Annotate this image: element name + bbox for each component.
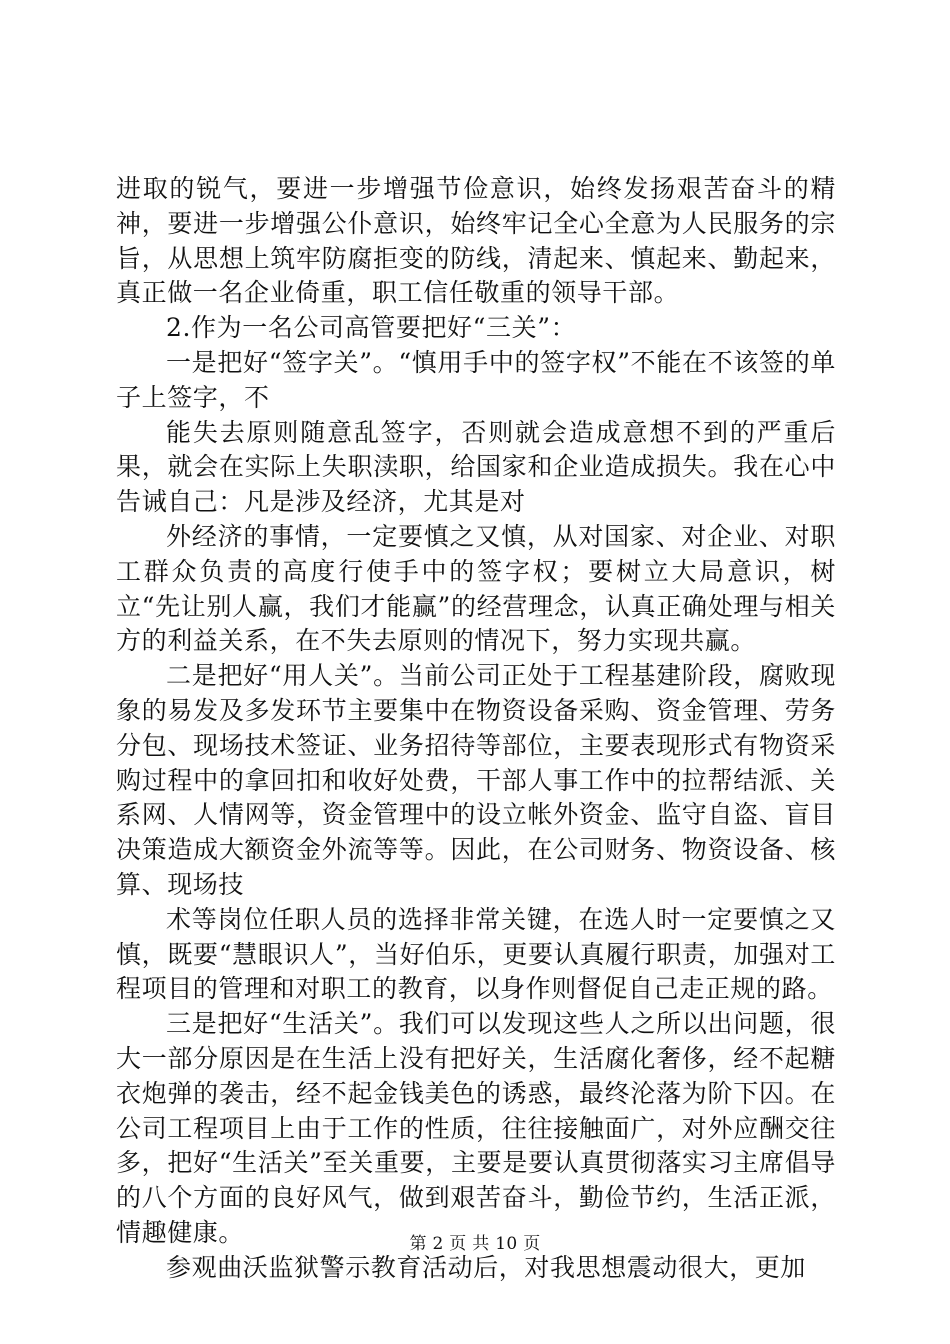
paragraph-9: 参观曲沃监狱警示教育活动后，对我思想震动很大，更加: [166, 1252, 807, 1282]
paragraph-5: 外经济的事情，一定要慎之又慎，从对国家、对企业、对职工群众负责的高度行使手中的签字权；要树立大局意识，树立“先让别人赢，我们才能赢”的经营理念，认真正确处理与相关方的利益关系，在不失去原则的情况下，努力实现共赢。: [116, 521, 836, 656]
paragraph-2: 2.作为一名公司高管要把好“三关”：: [166, 313, 577, 343]
paragraph-8: 三是把好“生活关”。我们可以发现这些人之所以出问题，很大一部分原因是在生活上没有把好关，生活腐化奢侈，经不起糖衣炮弹的袭击，经不起金钱美色的诱惑，最终沦落为阶下囚。在公司工程项目上由于工作的性质，往往接触面广，对外应酬交往多，把好“生活关”至关重要，主要是要认真贯彻落实习主席倡导的八个方面的良好风气，做到艰苦奋斗，勤俭节约，生活正派，情趣健康。: [116, 1009, 836, 1247]
paragraph-6: 二是把好“用人关”。当前公司正处于工程基建阶段，腐败现象的易发及多发环节主要集中在物资设备采购、资金管理、劳务分包、现场技术签证、业务招待等部位，主要表现形式有物资采购过程中的拿回扣和收好处费，干部人事工作中的拉帮结派、关系网、人情网等，资金管理中的设立帐外资金、监守自盗、盲目决策造成大额资金外流等等。因此，在公司财务、物资设备、核算、现场技: [116, 661, 836, 899]
paragraph-1: 进取的锐气，要进一步增强节俭意识，始终发扬艰苦奋斗的精神，要进一步增强公仆意识，始终牢记全心全意为人民服务的宗旨，从思想上筑牢防腐拒变的防线，清起来、慎起来、勤起来，真正做一名企业倚重，职工信任敬重的领导干部。: [116, 174, 836, 308]
page-number-footer: 第 2 页 共 10 页: [409, 1234, 541, 1254]
paragraph-3: 一是把好“签字关”。“慎用手中的签字权”不能在不该签的单子上签字，不: [116, 347, 836, 412]
paragraph-7: 术等岗位任职人员的选择非常关键，在选人时一定要慎之又慎，既要“慧眼识人”，当好伯乐，更要认真履行职责，加强对工程项目的管理和对职工的教育，以身作则督促自己走正规的路。: [116, 904, 836, 1004]
paragraph-4: 能失去原则随意乱签字，否则就会造成意想不到的严重后果，就会在实际上失职渎职，给国家和企业造成损失。我在心中告诫自己：凡是涉及经济，尤其是对: [116, 417, 836, 517]
document-body: [116, 172, 836, 1286]
